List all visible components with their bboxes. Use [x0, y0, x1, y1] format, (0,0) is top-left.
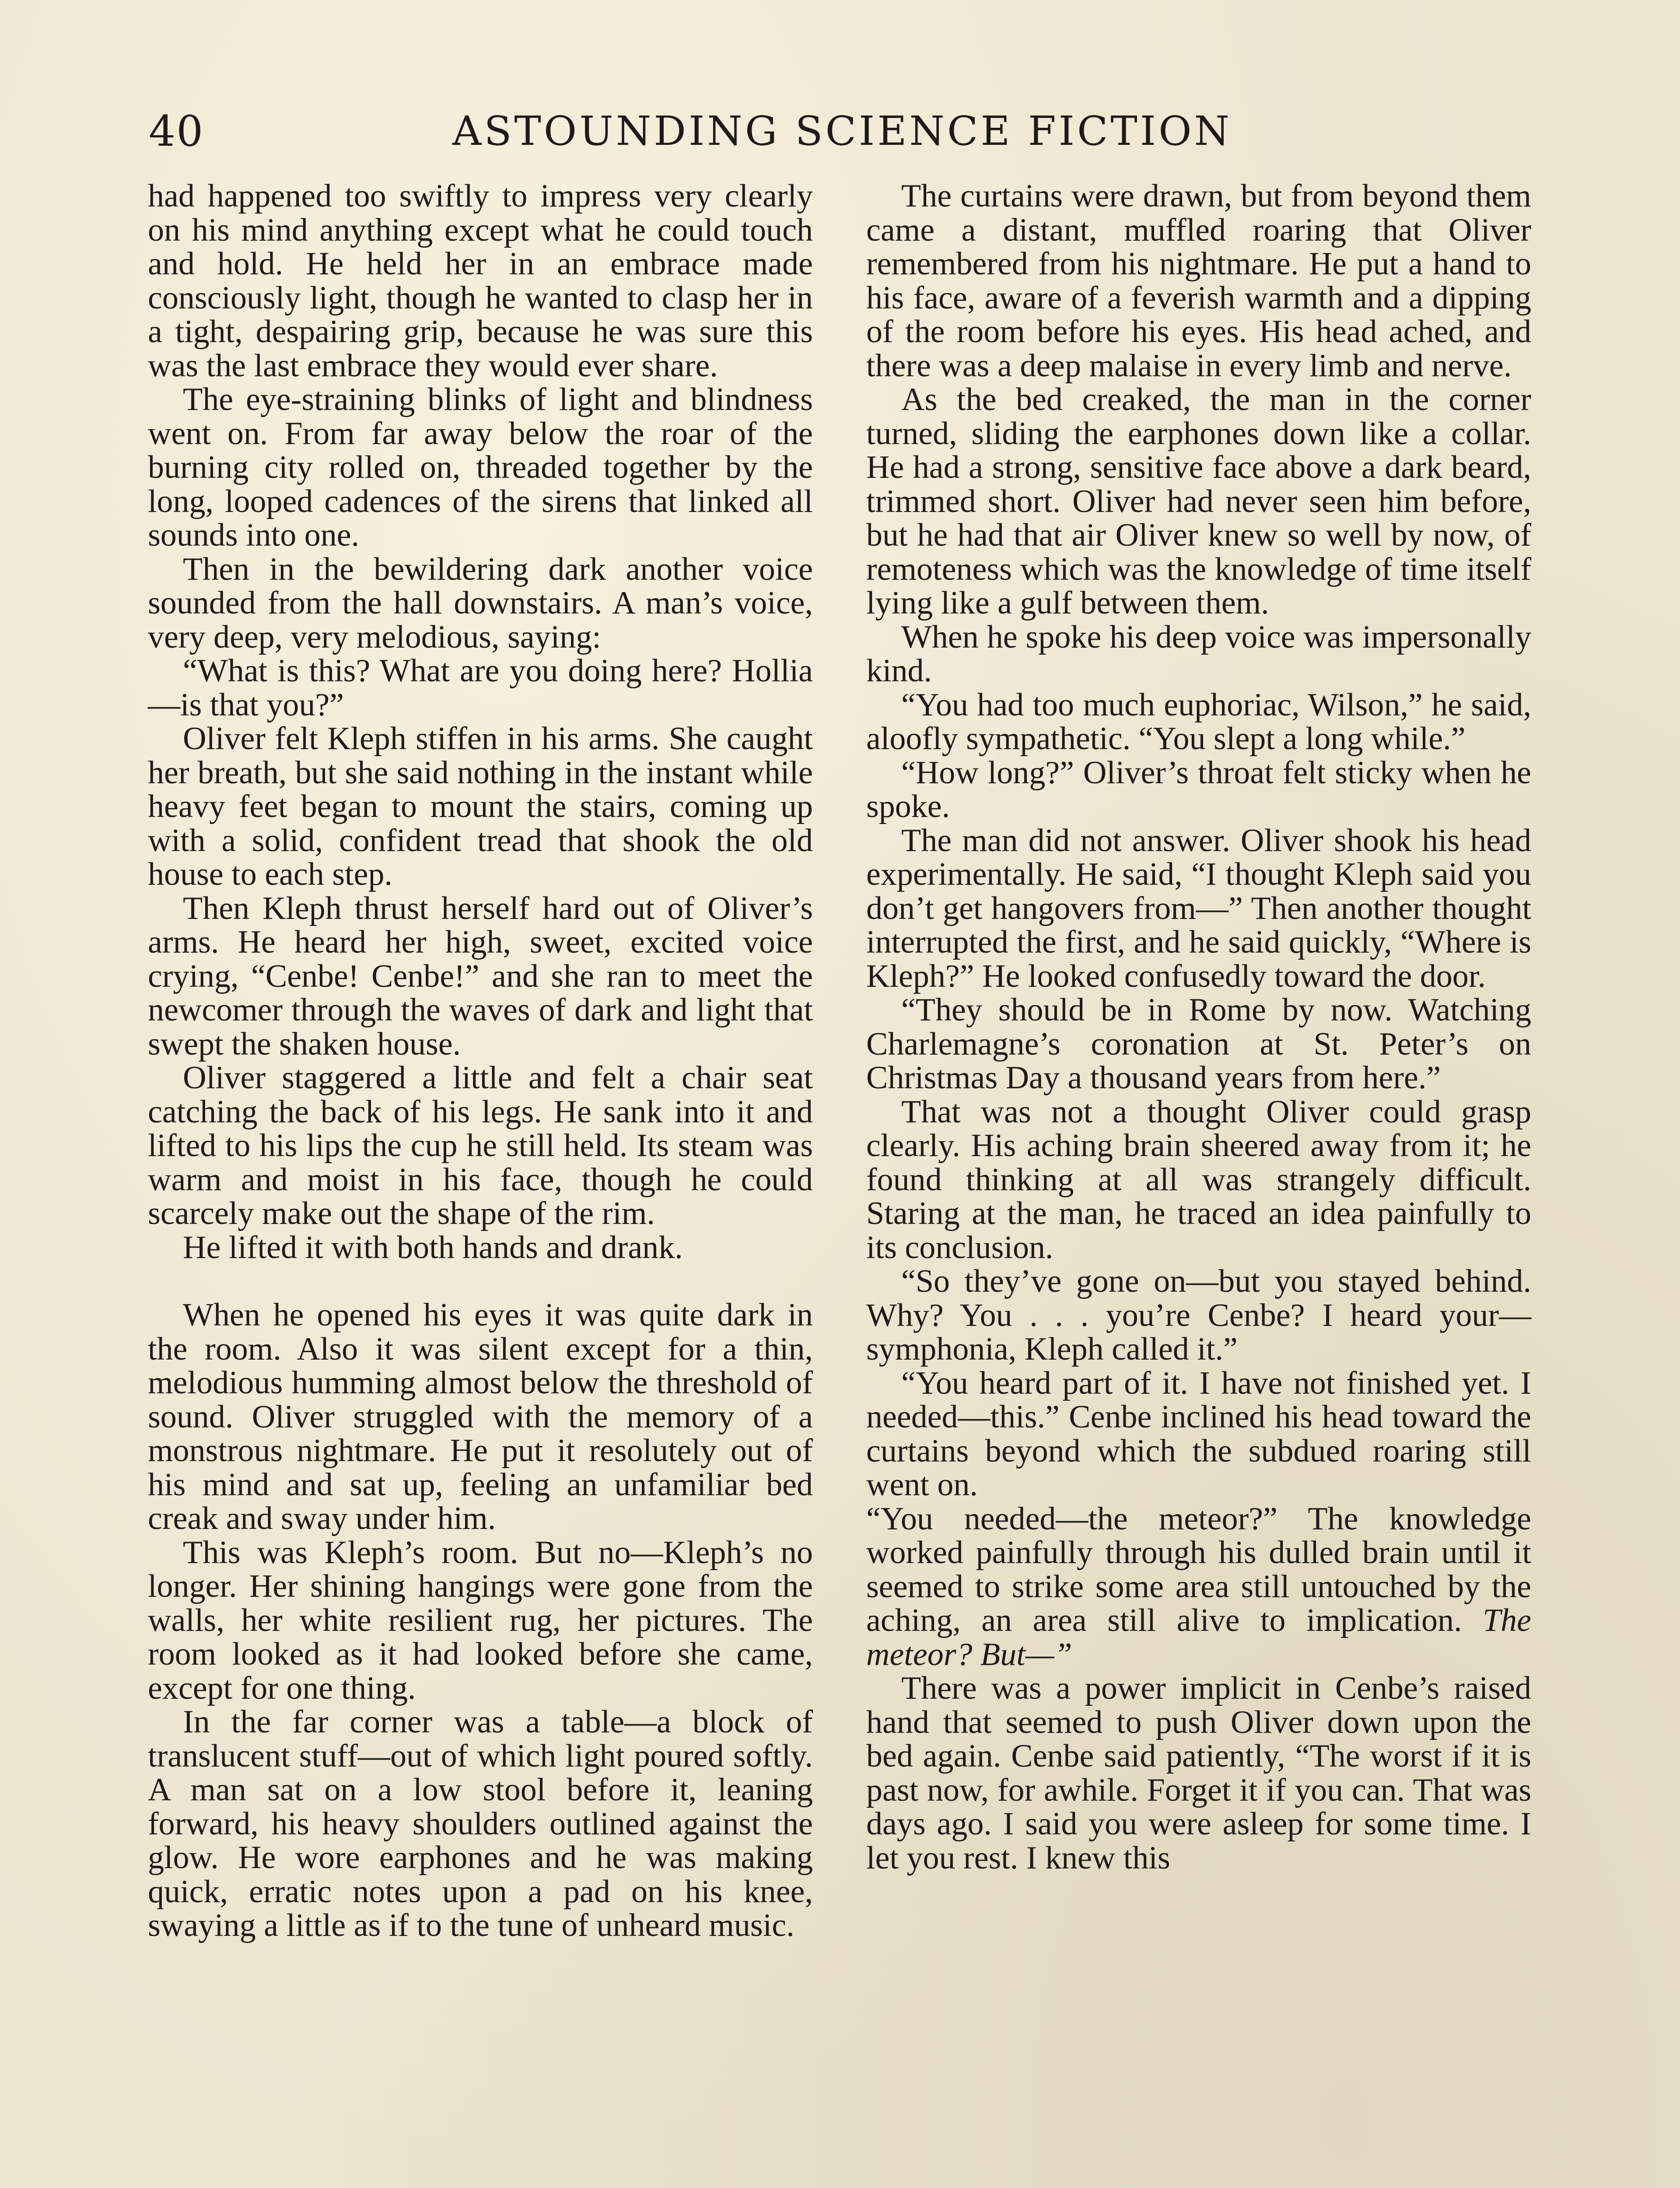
paragraph: That was not a thought Oliver could grasp clearly. His aching brain sheered away from it; he found thinking at all was strangely difficult. Staring at the man, he traced an idea painfully to its conclusion. [866, 1094, 1531, 1266]
paragraph: Then Kleph thrust herself hard out of Oliver’s arms. He heard her high, sweet, excited voice crying, “Cenbe! Cenbe!” and she ran to meet the newcomer through the waves of dark and light that swept the shaken house. [148, 890, 813, 1062]
page-number: 40 [149, 107, 204, 156]
paragraph: Oliver felt Kleph stiffen in his arms. She caught her breath, but she said nothing in the instant while heavy feet began to mount the stairs, coming up with a solid, confident tread that shook the old house to each step. [148, 721, 813, 892]
running-head: ASTOUNDING SCIENCE FICTION [452, 108, 1232, 154]
paragraph: had happened too swiftly to impress very clearly on his mind anything except what he could touch and hold. He held her in an embrace made consciously light, though he wanted to clasp her in a tight, despairing grip, because he was sure this was the last embrace they would ever share. [148, 178, 813, 384]
paragraph: The man did not answer. Oliver shook his head experimentally. He said, “I thought Kleph said you don’t get hangovers from—” Then another thought interrupted the first, and he said quickly, “Where is Kleph?” He looked confusedly toward the door. [866, 822, 1531, 994]
paragraph: As the bed creaked, the man in the corner turned, sliding the earphones down like a collar. He had a strong, sensitive face above a dark beard, trimmed short. Oliver had never seen him before, but he had that air Oliver knew so well by now, of remoteness which was the knowledge of time itself lying like a gulf between them. [866, 382, 1531, 621]
paragraph: This was Kleph’s room. But no—Kleph’s no longer. Her shining hangings were gone from the walls, her white resilient rug, her pictures. The room looked as it had looked before she came, except for one thing. [148, 1534, 813, 1706]
paragraph [866, 1502, 1531, 1672]
paragraph: The curtains were drawn, but from beyond them came a distant, muffled roaring that Oliver remembered from his nightmare. He put a hand to his face, aware of a feverish warmth and a dipping of the room before his eyes. His head ached, and there was a deep malaise in every limb and nerve. [866, 178, 1531, 384]
paragraph: He lifted it with both hands and drank. [183, 1229, 683, 1266]
paragraph: Oliver staggered a little and felt a chair seat catching the back of his legs. He sank into it and lifted to his lips the cup he still held. Its steam was warm and moist in his face, though he could scarcely make out the shape of the rim. [148, 1060, 813, 1231]
italic-text: The meteor? But—” [866, 1602, 1531, 1673]
paragraph: “How long?” Oliver’s throat felt sticky when he spoke. [866, 754, 1531, 824]
paragraph: There was a power implicit in Cenbe’s raised hand that seemed to push Oliver down upon the bed again. Cenbe said patiently, “The worst if it is past now, for awhile. Forget it if you can. That was days ago. I said you were asleep for some time. I let you rest. I knew this [866, 1670, 1531, 1876]
paragraph: When he spoke his deep voice was impersonally kind. [866, 619, 1531, 689]
paragraph-text: “You needed—the meteor?” The knowledge worked painfully through his dulled brain until it seemed to strike some area still untouched by the aching, an area still alive to implication. [866, 1501, 1531, 1638]
right-column [866, 179, 1531, 1875]
paragraph: The eye-straining blinks of light and blindness went on. From far away below the roar of the burning city rolled on, threaded together by the long, looped cadences of the sirens that linked all sounds into one. [148, 382, 813, 553]
paragraph: Then in the bewildering dark another voice sounded from the hall downstairs. A man’s voice, very deep, very melodious, saying: [148, 551, 813, 655]
paragraph: “So they’ve gone on—but you stayed behind. Why? You . . . you’re Cenbe? I heard your—symphonia, Kleph called it.” [866, 1263, 1531, 1367]
paragraph: “What is this? What are you doing here? Hollia—is that you?” [148, 653, 813, 723]
paragraph: “You had too much euphoriac, Wilson,” he said, aloofly sympathetic. “You slept a long while.” [866, 687, 1531, 757]
paragraph: “You heard part of it. I have not finished yet. I needed—this.” Cenbe inclined his head toward the curtains beyond which the subdued roaring still went on. [866, 1365, 1531, 1503]
page-header [149, 105, 1536, 166]
paragraph: “They should be in Rome by now. Watching Charlemagne’s coronation at St. Peter’s on Christmas Day a thousand years from here.” [866, 992, 1531, 1096]
paragraph: When he opened his eyes it was quite dark in the room. Also it was silent except for a thin, melodious humming almost below the threshold of sound. Oliver struggled with the memory of a monstrous nightmare. He put it resolutely out of his mind and sat up, feeling an unfamiliar bed creak and sway under him. [148, 1297, 813, 1536]
left-column [148, 179, 813, 1943]
paragraph: In the far corner was a table—a block of translucent stuff—out of which light poured softly. A man sat on a low stool before it, leaning forward, his heavy shoulders outlined against the glow. He wore earphones and he was making quick, erratic notes upon a pad on his knee, swaying a little as if to the tune of unheard music. [148, 1704, 813, 1943]
